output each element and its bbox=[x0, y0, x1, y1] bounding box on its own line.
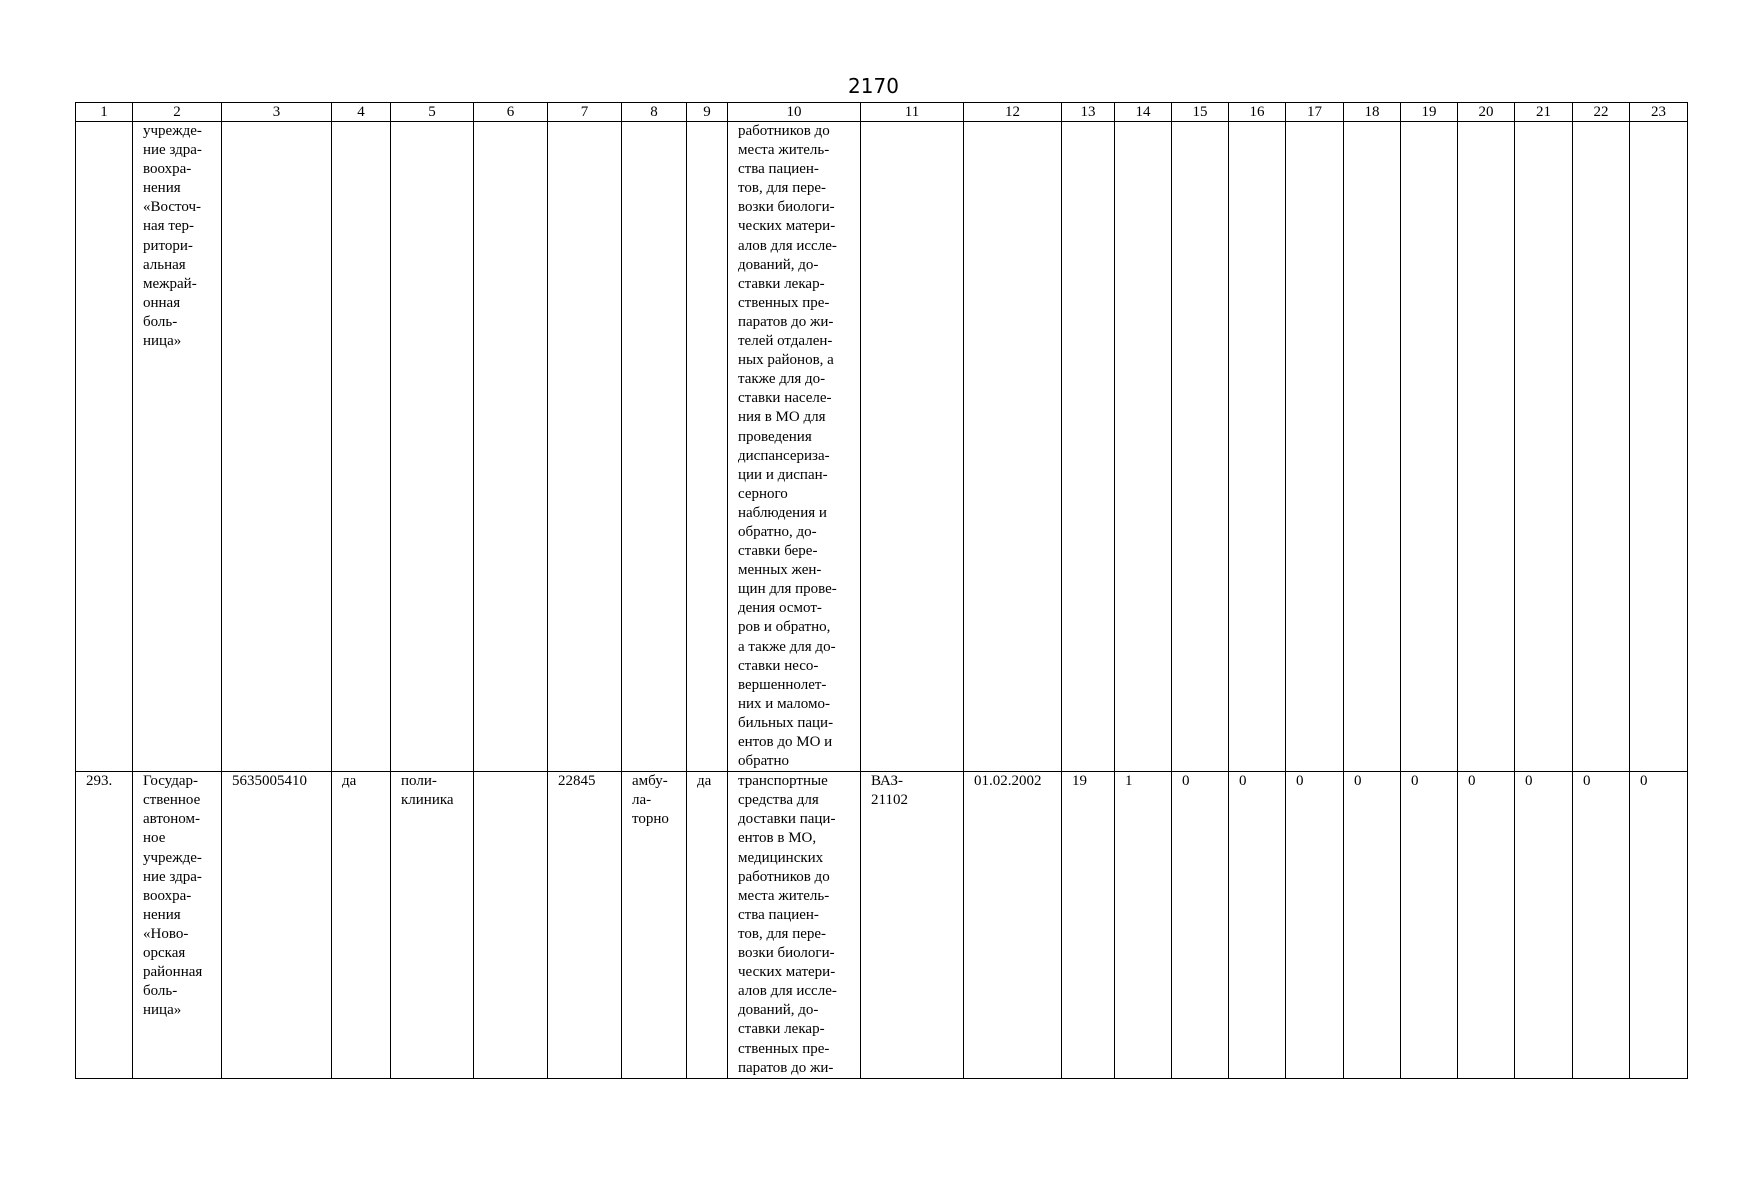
cell-col-6 bbox=[474, 772, 548, 1079]
column-number: 6 bbox=[474, 103, 548, 122]
column-number: 23 bbox=[1630, 103, 1688, 122]
register-table bbox=[75, 102, 1688, 1079]
column-number: 20 bbox=[1458, 103, 1515, 122]
cell-date bbox=[964, 122, 1062, 772]
cell-col-9: да bbox=[687, 772, 728, 1079]
cell-col-16: 0 bbox=[1229, 772, 1286, 1079]
column-number: 8 bbox=[622, 103, 687, 122]
cell-col-18: 0 bbox=[1344, 772, 1401, 1079]
column-number: 9 bbox=[687, 103, 728, 122]
table-row bbox=[76, 772, 1688, 1079]
cell-col-23 bbox=[1630, 122, 1688, 772]
cell-care-mode: амбу- ла- торно bbox=[622, 772, 687, 1079]
cell-col-9 bbox=[687, 122, 728, 772]
column-number: 19 bbox=[1401, 103, 1458, 122]
cell-col-6 bbox=[474, 122, 548, 772]
cell-col-16 bbox=[1229, 122, 1286, 772]
cell-inn: 5635005410 bbox=[222, 772, 332, 1079]
column-number: 4 bbox=[332, 103, 391, 122]
cell-col-22: 0 bbox=[1573, 772, 1630, 1079]
column-number: 1 bbox=[76, 103, 133, 122]
cell-facility-type bbox=[391, 122, 474, 772]
cell-col-18 bbox=[1344, 122, 1401, 772]
column-number: 21 bbox=[1515, 103, 1573, 122]
column-number: 5 bbox=[391, 103, 474, 122]
column-number: 17 bbox=[1286, 103, 1344, 122]
column-number: 7 bbox=[548, 103, 622, 122]
cell-col-22 bbox=[1573, 122, 1630, 772]
cell-col-4 bbox=[332, 122, 391, 772]
cell-col-13: 19 bbox=[1062, 772, 1115, 1079]
cell-col-15: 0 bbox=[1172, 772, 1229, 1079]
cell-col-14 bbox=[1115, 122, 1172, 772]
cell-col-20: 0 bbox=[1458, 772, 1515, 1079]
column-number: 15 bbox=[1172, 103, 1229, 122]
cell-organization: Государ- ственное автоном- ное учрежде- ние здра- воохра- нения «Ново- орская районная боль- ница» bbox=[133, 772, 222, 1079]
cell-col-21: 0 bbox=[1515, 772, 1573, 1079]
cell-care-mode bbox=[622, 122, 687, 772]
cell-col-7: 22845 bbox=[548, 772, 622, 1079]
column-number: 3 bbox=[222, 103, 332, 122]
cell-col-15 bbox=[1172, 122, 1229, 772]
cell-col-7 bbox=[548, 122, 622, 772]
cell-date: 01.02.2002 bbox=[964, 772, 1062, 1079]
cell-vehicle-model: ВАЗ- 21102 bbox=[861, 772, 964, 1079]
cell-row-number: 293. bbox=[76, 772, 133, 1079]
column-number: 2 bbox=[133, 103, 222, 122]
column-number-row bbox=[76, 103, 1688, 122]
column-number: 14 bbox=[1115, 103, 1172, 122]
cell-col-23: 0 bbox=[1630, 772, 1688, 1079]
cell-vehicle-model bbox=[861, 122, 964, 772]
column-number: 13 bbox=[1062, 103, 1115, 122]
column-number: 10 bbox=[728, 103, 861, 122]
cell-row-number bbox=[76, 122, 133, 772]
cell-col-20 bbox=[1458, 122, 1515, 772]
column-number: 11 bbox=[861, 103, 964, 122]
table-row bbox=[76, 122, 1688, 772]
cell-purpose: транспортные средства для доставки паци- ентов в МО, медицинских работников до места житель- ства пациен- тов, для пере- возки биологи- ческих матери- алов для иссле- дований, до- ставки лекар- ственных пре- паратов до жи- bbox=[728, 772, 861, 1079]
cell-col-21 bbox=[1515, 122, 1573, 772]
cell-purpose: работников до места житель- ства пациен- тов, для пере- возки биологи- ческих матери- алов для иссле- дований, до- ставки лекар- ственных пре- паратов до жи- телей отдален- ных районов, а также для до- ставки населе- ния в МО для проведения диспансериза- ции и диспан- серного наблюдения и обратно, до- ставки бере- менных жен- щин для прове- дения осмот- ров и обратно, а также для до- ставки несо- вершеннолет- них и маломо- бильных паци- ентов до МО и обратно bbox=[728, 122, 861, 772]
cell-col-17 bbox=[1286, 122, 1344, 772]
cell-facility-type: поли- клиника bbox=[391, 772, 474, 1079]
cell-inn bbox=[222, 122, 332, 772]
cell-organization: учрежде- ние здра- воохра- нения «Восточ- ная тер- ритори- альная межрай- онная боль- ница» bbox=[133, 122, 222, 772]
cell-col-4: да bbox=[332, 772, 391, 1079]
page-number: 2170 bbox=[848, 74, 899, 98]
column-number: 16 bbox=[1229, 103, 1286, 122]
cell-col-19 bbox=[1401, 122, 1458, 772]
column-number: 22 bbox=[1573, 103, 1630, 122]
cell-col-17: 0 bbox=[1286, 772, 1344, 1079]
cell-col-13 bbox=[1062, 122, 1115, 772]
cell-col-14: 1 bbox=[1115, 772, 1172, 1079]
cell-col-19: 0 bbox=[1401, 772, 1458, 1079]
column-number: 12 bbox=[964, 103, 1062, 122]
column-number: 18 bbox=[1344, 103, 1401, 122]
